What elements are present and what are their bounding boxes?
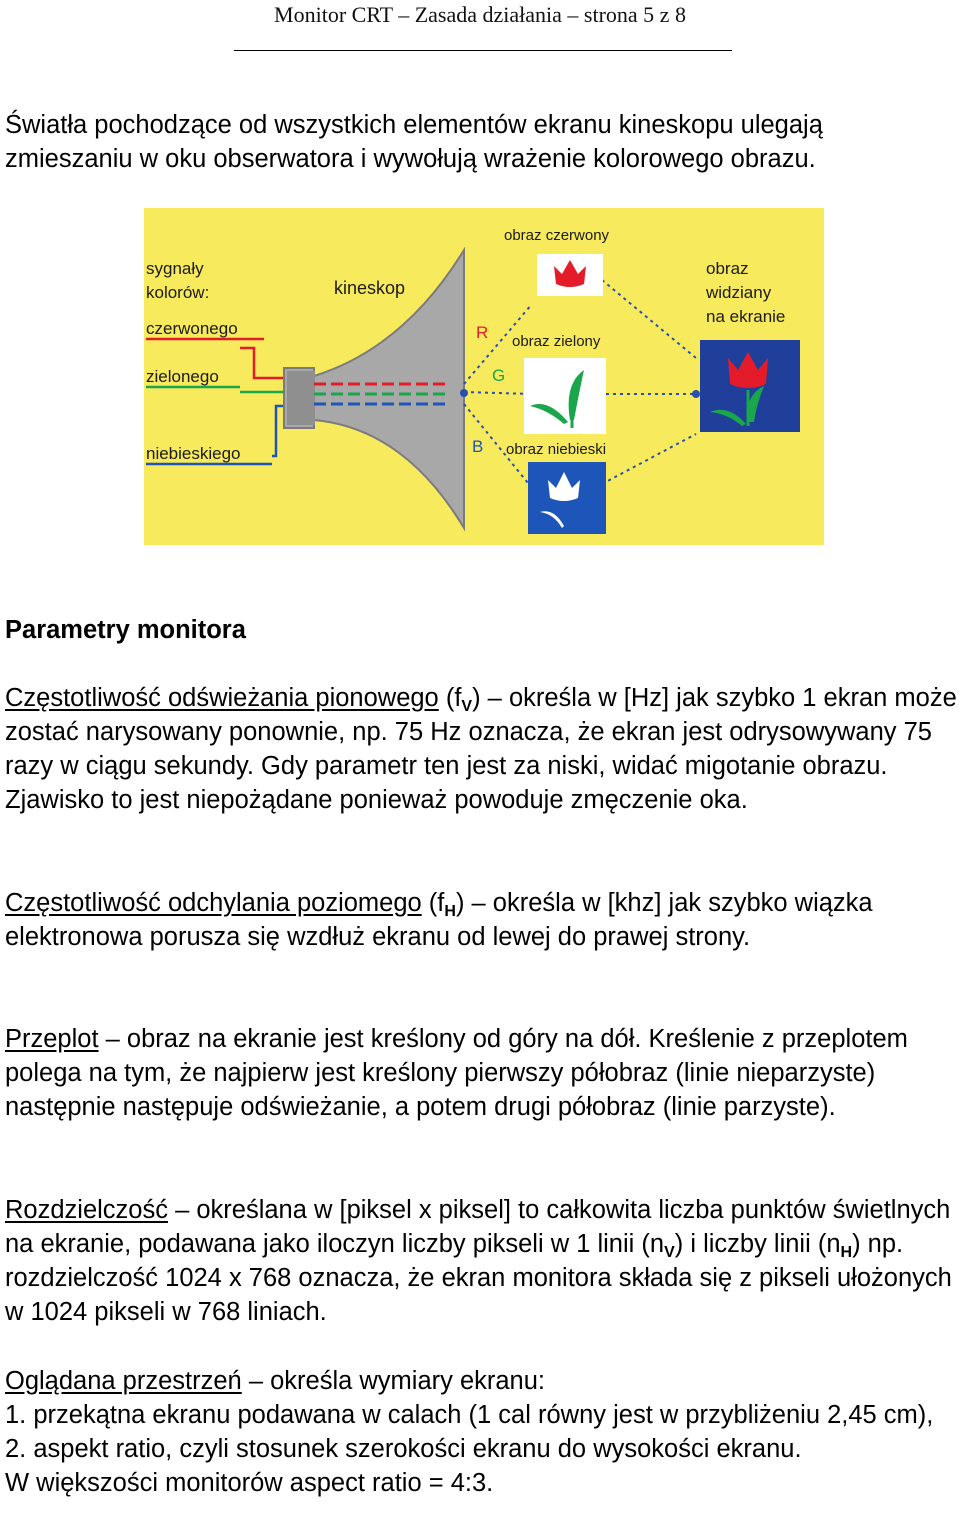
label-signal-red: czerwonego — [146, 319, 238, 338]
viewable-item-1: 1. przekątna ekranu podawana w calach (1 cal równy jest w przybliżeniu 2,45 cm), — [5, 1401, 934, 1429]
figure-svg — [144, 208, 824, 545]
label-image-blue: obraz niebieski — [506, 441, 607, 458]
label-tube: kineskop — [334, 278, 406, 298]
label-signal-green: zielonego — [146, 367, 219, 386]
term-viewable-area: Oglądana przestrzeń — [5, 1367, 242, 1395]
interlace-text: – obraz na ekranie jest kreślony od góry na dół. Kreślenie z przeplotem polega na tym, że najpierw jest kreślony pierwszy półobraz (linie nieparzyste) następnie następuje odświeżanie, a potem drugi półobraz (linie parzyste). — [5, 1025, 908, 1121]
label-result-3: na ekranie — [706, 307, 786, 326]
crt-color-figure — [144, 208, 824, 545]
screen-dot — [460, 389, 468, 397]
paragraph-horizontal-scan: Częstotliwość odchylania poziomego $(f_H)$ – określa w [khz] jak szybko wiązka elektronowa porusza się wzdłuż ekranu od lewej do prawej strony. — [5, 889, 873, 951]
horizontal-scan-text: – określa w [khz] jak szybko wiązka elektronowa porusza się wzdłuż ekranu od lewej do prawej strony. — [5, 889, 873, 951]
label-signals-2: kolorów: — [146, 283, 210, 302]
intro-paragraph — [5, 108, 957, 176]
eye-dot — [692, 390, 700, 398]
term-vertical-refresh: Częstotliwość odświeżania pionowego — [5, 684, 439, 712]
paragraph-viewable-area: Oglądana przestrzeń – określa wymiary ekranu: 1. przekątna ekranu podawana w calach (1 cal równy jest w przybliżeniu 2,45 cm), 2. aspekt ratio, czyli stosunek szerokości ekranu do wysokości ekranu. W większości monitorów aspect ratio = 4:3. — [5, 1364, 957, 1500]
label-signals-1: sygnały — [146, 259, 204, 278]
section-title: Parametry monitora — [5, 616, 246, 644]
label-image-red: obraz czerwony — [504, 227, 610, 244]
letter-b: B — [472, 437, 484, 456]
paragraph-resolution: Rozdzielczość – określana w [piksel x piksel] to całkowita liczba punktów świetlnych na ekranie, podawana jako iloczyn liczby pikseli w 1 linii $(n_V)$ i liczby linii $(n_H)$ np. rozdzielczość 1024 x 768 oznacza, że ekran monitora składa się z pikseli ułożonych w 1024 pikseli w 768 liniach. — [5, 1196, 952, 1326]
term-resolution: Rozdzielczość — [5, 1196, 168, 1224]
label-image-green: obraz zielony — [512, 333, 601, 350]
viewable-item-2: 2. aspekt ratio, czyli stosunek szerokości ekranu do wysokości ekranu. — [5, 1435, 802, 1463]
label-result-1: obraz — [706, 259, 749, 278]
letter-g: G — [492, 366, 506, 385]
paragraph-interlace — [5, 1022, 957, 1124]
label-result-2: widziany — [706, 283, 772, 302]
page-header: Monitor CRT – Zasada działania – strona 5 z 8 — [274, 2, 686, 27]
term-interlace: Przeplot — [5, 1025, 99, 1053]
paragraph-vertical-refresh: Częstotliwość odświeżania pionowego $(f_V)$ – określa w [Hz] jak szybko 1 ekran może zostać narysowany ponownie, np. 75 Hz oznacza, że ekran jest odrysowywany 75 razy w ciągu sekundy. Gdy parametr ten jest za niski, widać migotanie obrazu. Zjawisko to jest niepożądane ponieważ powoduje zmęczenie oka. — [5, 684, 957, 814]
header-rule — [234, 50, 732, 51]
intro-text: Światła pochodzące od wszystkich elementów ekranu kineskopu ulegają zmieszaniu w oku obserwatora i wywołują wrażenie kolorowego obrazu. — [5, 111, 823, 173]
term-horizontal-scan: Częstotliwość odchylania poziomego — [5, 889, 422, 917]
label-signal-blue: niebieskiego — [146, 444, 241, 463]
letter-r: R — [476, 323, 489, 342]
vertical-refresh-text: – określa w [Hz] jak szybko 1 ekran może zostać narysowany ponownie, np. 75 Hz oznacza, że ekran jest odrysowywany 75 razy w ciągu sekundy. Gdy parametr ten jest za niski, widać migotanie obrazu. Zjawisko to jest niepożądane ponieważ powoduje zmęczenie oka. — [5, 684, 957, 814]
viewable-note: W większości monitorów aspect ratio = 4:3. — [5, 1469, 494, 1497]
crt-neck — [287, 371, 315, 425]
